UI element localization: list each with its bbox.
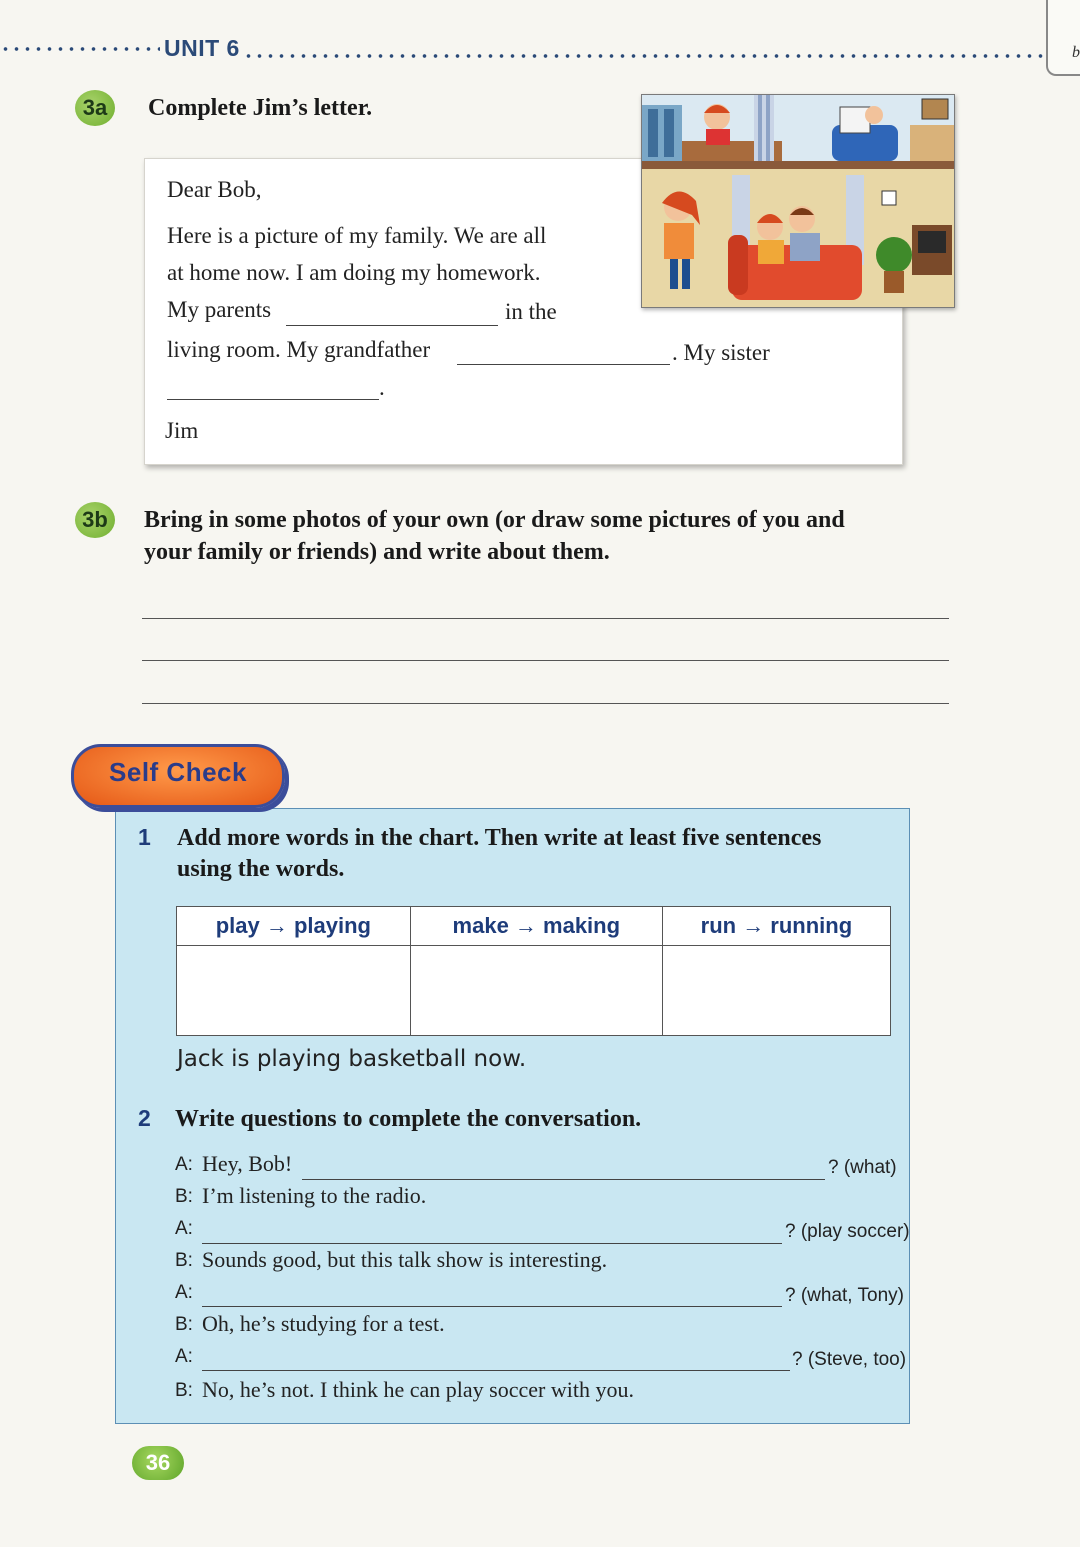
section-3b-badge: 3b [75,502,115,538]
word-chart-cell-run[interactable] [662,946,890,1036]
task-2-number: 2 [138,1105,151,1131]
dialogue-5-speaker: A: [175,1282,193,1303]
task-1-number: 1 [138,824,151,850]
letter-line-3-start: My parents [167,297,272,322]
dialogue-1-text: Hey, Bob! [202,1151,293,1176]
section-3b-instruction-line-1: Bring in some photos of your own (or draw some pictures of you and [144,507,845,533]
task-1-instruction-line-2: using the words. [177,856,345,882]
task-1-instruction-line-1: Add more words in the chart. Then write at least five sentences [177,825,822,851]
dialogue-8-speaker: B: [175,1380,193,1401]
dialogue-6-speaker: B: [175,1314,193,1335]
letter-line-2: at home now. I am doing my homework. [167,260,541,285]
word-chart-header-row [177,907,891,946]
dialogue-1-speaker: A: [175,1154,193,1175]
dialogue-1-cue: ? (what) [828,1157,897,1178]
self-check-title: Self Check [109,757,247,787]
word-chart-header-play: play → playing [177,907,411,946]
word-chart-cell-play[interactable] [177,946,411,1036]
dialogue-3-cue: ? (play soccer) [785,1221,910,1242]
letter-line-3-end: in the [505,299,557,324]
family-home-picture [642,95,954,307]
page-tab [1046,0,1080,76]
dialogue-8-text: No, he’s not. I think he can play soccer with you. [202,1377,634,1402]
dialogue-4-speaker: B: [175,1250,193,1271]
blank-parents[interactable] [286,325,498,326]
letter-line-5-end: . [379,375,385,400]
family-illustration [641,94,955,308]
section-3b-instruction-line-2: your family or friends) and write about them. [144,539,610,565]
dialogue-3-speaker: A: [175,1218,193,1239]
page-tab-letter: b [1072,44,1080,61]
dialogue-2-text: I’m listening to the radio. [202,1183,427,1208]
writing-line-1[interactable] [142,618,949,619]
writing-line-3[interactable] [142,703,949,704]
word-chart-header-make: make → making [410,907,662,946]
dialogue-7-blank[interactable] [202,1370,790,1371]
dialogue-7-speaker: A: [175,1346,193,1367]
letter-greeting: Dear Bob, [167,177,262,202]
dialogue-2-speaker: B: [175,1186,193,1207]
letter-line-1: Here is a picture of my family. We are all [167,223,547,248]
example-sentence: Jack is playing basketball now. [177,1046,527,1072]
dialogue-3-blank[interactable] [202,1243,782,1244]
header-dots-right [243,45,1058,67]
word-chart-header-run: run → running [662,907,890,946]
section-3a-badge: 3a [75,90,115,126]
task-2-instruction: Write questions to complete the conversation. [175,1106,642,1132]
letter-line-4-start: living room. My grandfather [167,337,431,362]
dialogue-7-cue: ? (Steve, too) [792,1349,907,1370]
writing-line-2[interactable] [142,660,949,661]
dialogue-5-cue: ? (what, Tony) [785,1285,904,1306]
self-check-badge [71,744,285,808]
word-chart [176,906,891,1036]
word-chart-cell-make[interactable] [410,946,662,1036]
blank-sister[interactable] [167,399,379,400]
word-chart-answer-row [177,946,891,1036]
letter-line-4-end: . My sister [672,340,770,365]
dialogue-4-text: Sounds good, but this talk show is interesting. [202,1247,608,1272]
unit-title: UNIT 6 [164,35,240,61]
header-dots-left [0,38,160,60]
letter-signature: Jim [165,418,199,443]
page-number: 36 [132,1446,184,1480]
blank-grandfather[interactable] [457,364,670,365]
section-3a-instruction: Complete Jim’s letter. [148,95,373,121]
dialogue-1-blank[interactable] [302,1179,825,1180]
dialogue-6-text: Oh, he’s studying for a test. [202,1311,445,1336]
dialogue-5-blank[interactable] [202,1306,782,1307]
